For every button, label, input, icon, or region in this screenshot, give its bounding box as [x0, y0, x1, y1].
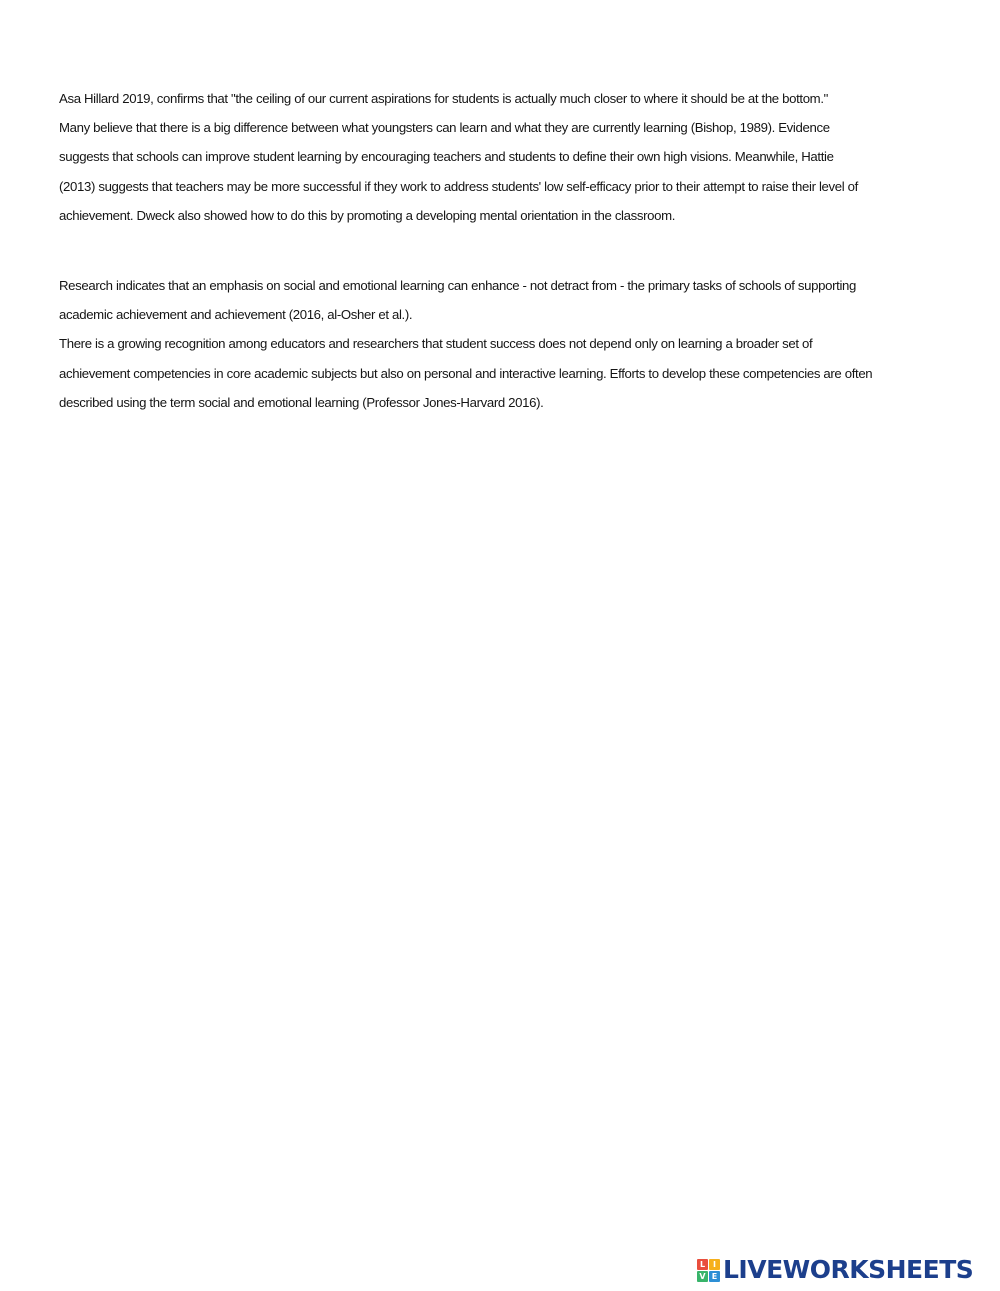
text-line: Many believe that there is a big difference between what youngsters can learn and what they are currently learning (Bishop, 1989). Evidence	[59, 120, 830, 136]
text-line: suggests that schools can improve student learning by encouraging teachers and students to define their own high visions. Meanwhile, Hattie	[59, 149, 834, 165]
logo-letter: L	[697, 1259, 708, 1270]
logo-letter: V	[697, 1271, 708, 1282]
logo-mark-icon	[697, 1259, 720, 1282]
text-line: (2013) suggests that teachers may be more successful if they work to address students' low self-efficacy prior to their attempt to raise their level of	[59, 178, 858, 194]
text-line: There is a growing recognition among educators and researchers that student success does not depend only on learning a broader set of	[59, 336, 813, 352]
logo-wordmark: LIVEWORKSHEETS	[723, 1255, 974, 1284]
paragraph-social-emotional-learning	[59, 271, 949, 417]
text-line: achievement. Dweck also showed how to do this by promoting a developing mental orientation in the classroom.	[59, 207, 676, 223]
liveworksheets-logo	[697, 1256, 973, 1284]
logo-letter: I	[709, 1259, 720, 1270]
text-line: academic achievement and achievement (2016, al-Osher et al.).	[59, 307, 413, 323]
paragraph-aspirations	[59, 84, 949, 230]
text-line: Research indicates that an emphasis on social and emotional learning can enhance - not detract from - the primary tasks of schools of supporting	[59, 278, 856, 293]
logo-letter: E	[709, 1271, 720, 1282]
text-line: described using the term social and emotional learning (Professor Jones-Harvard 2016).	[59, 394, 544, 410]
text-line: achievement competencies in core academic subjects but also on personal and interactive learning. Efforts to develop these competencies are often	[59, 365, 873, 381]
text-line: Asa Hillard 2019, confirms that "the ceiling of our current aspirations for students is actually much closer to where it should be at the bottom."	[59, 91, 828, 106]
